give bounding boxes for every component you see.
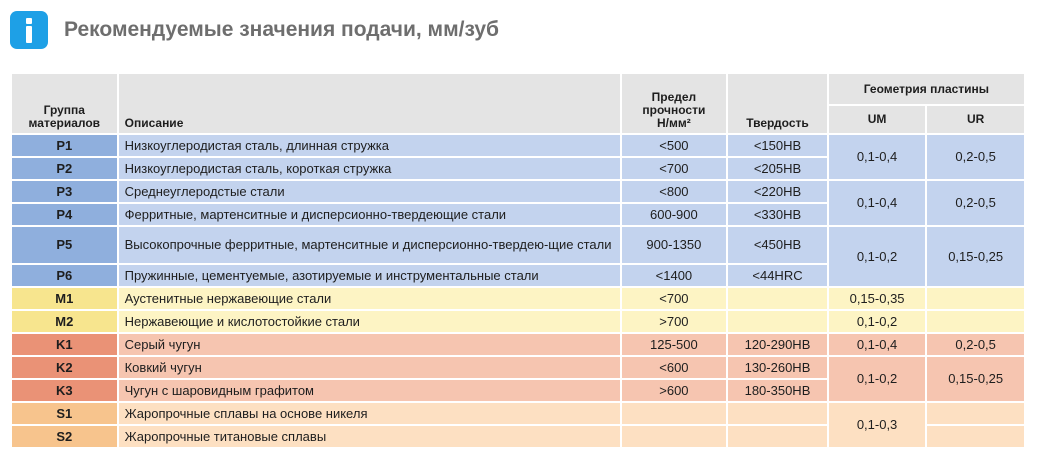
description: Жаропрочные титановые сплавы xyxy=(119,426,620,447)
title-row xyxy=(10,10,499,50)
header-um: UM xyxy=(829,106,926,133)
table-row xyxy=(12,181,1024,202)
header-hardness: Твердость xyxy=(728,74,827,133)
header-description: Описание xyxy=(119,74,620,133)
description: Жаропрочные сплавы на основе никеля xyxy=(119,403,620,424)
group-code: P6 xyxy=(12,265,117,286)
strength: <1400 xyxy=(622,265,727,286)
hardness: <150HB xyxy=(728,135,827,156)
ur-value xyxy=(927,426,1024,447)
ur-value: 0,15-0,25 xyxy=(927,357,1024,401)
table-row xyxy=(12,311,1024,332)
strength xyxy=(622,426,727,447)
description: Среднеуглеродстые стали xyxy=(119,181,620,202)
strength: <800 xyxy=(622,181,727,202)
um-value: 0,1-0,2 xyxy=(829,357,926,401)
strength: 125-500 xyxy=(622,334,727,355)
description: Аустенитные нержавеющие стали xyxy=(119,288,620,309)
group-code: M1 xyxy=(12,288,117,309)
strength: >700 xyxy=(622,311,727,332)
strength: <700 xyxy=(622,158,727,179)
hardness: <220HB xyxy=(728,181,827,202)
ur-value: 0,2-0,5 xyxy=(927,181,1024,225)
group-code: M2 xyxy=(12,311,117,332)
group-code: K2 xyxy=(12,357,117,378)
hardness: 120-290HB xyxy=(728,334,827,355)
hardness xyxy=(728,426,827,447)
header-strength: Предел прочности Н/мм² xyxy=(622,74,727,133)
header-ur: UR xyxy=(927,106,1024,133)
ur-value: 0,2-0,5 xyxy=(927,135,1024,179)
group-code: P2 xyxy=(12,158,117,179)
strength: 600-900 xyxy=(622,204,727,225)
hardness: 130-260HB xyxy=(728,357,827,378)
hardness: <205HB xyxy=(728,158,827,179)
um-value: 0,1-0,2 xyxy=(829,311,926,332)
hardness xyxy=(728,288,827,309)
um-value: 0,1-0,4 xyxy=(829,135,926,179)
group-code: P1 xyxy=(12,135,117,156)
ur-value xyxy=(927,288,1024,309)
um-value: 0,1-0,2 xyxy=(829,227,926,286)
strength: >600 xyxy=(622,380,727,401)
table-row xyxy=(12,403,1024,424)
um-value: 0,15-0,35 xyxy=(829,288,926,309)
um-value: 0,1-0,3 xyxy=(829,403,926,447)
group-code: P5 xyxy=(12,227,117,263)
header-geometry: Геометрия пластины xyxy=(829,74,1024,104)
table-row xyxy=(12,357,1024,378)
um-value: 0,1-0,4 xyxy=(829,181,926,225)
um-value: 0,1-0,4 xyxy=(829,334,926,355)
description: Серый чугун xyxy=(119,334,620,355)
hardness: <330HB xyxy=(728,204,827,225)
hardness: <44HRC xyxy=(728,265,827,286)
header-group: Группа материалов xyxy=(12,74,117,133)
hardness xyxy=(728,403,827,424)
group-code: S1 xyxy=(12,403,117,424)
group-code: K1 xyxy=(12,334,117,355)
description: Пружинные, цементуемые, азотируемые и инструментальные стали xyxy=(119,265,620,286)
group-code: K3 xyxy=(12,380,117,401)
info-icon xyxy=(10,11,48,49)
group-code: S2 xyxy=(12,426,117,447)
description: Низкоуглеродистая сталь, короткая стружка xyxy=(119,158,620,179)
strength: <500 xyxy=(622,135,727,156)
hardness: <450HB xyxy=(728,227,827,263)
ur-value xyxy=(927,311,1024,332)
ur-value: 0,15-0,25 xyxy=(927,227,1024,286)
group-code: P4 xyxy=(12,204,117,225)
table-row xyxy=(12,227,1024,263)
group-code: P3 xyxy=(12,181,117,202)
description: Нержавеющие и кислотостойкие стали xyxy=(119,311,620,332)
strength: <700 xyxy=(622,288,727,309)
ur-value: 0,2-0,5 xyxy=(927,334,1024,355)
strength: <600 xyxy=(622,357,727,378)
hardness xyxy=(728,311,827,332)
feed-table xyxy=(10,72,1026,449)
table-row xyxy=(12,288,1024,309)
ur-value xyxy=(927,403,1024,424)
table-row xyxy=(12,334,1024,355)
description: Высокопрочные ферритные, мартенситные и дисперсионно-твердею-щие стали xyxy=(119,227,620,263)
description: Ферритные, мартенситные и дисперсионно-твердеющие стали xyxy=(119,204,620,225)
description: Ковкий чугун xyxy=(119,357,620,378)
description: Чугун с шаровидным графитом xyxy=(119,380,620,401)
strength xyxy=(622,403,727,424)
strength: 900-1350 xyxy=(622,227,727,263)
description: Низкоуглеродистая сталь, длинная стружка xyxy=(119,135,620,156)
page-title: Рекомендуемые значения подачи, мм/зуб xyxy=(64,18,500,41)
table-row xyxy=(12,135,1024,156)
hardness: 180-350HB xyxy=(728,380,827,401)
